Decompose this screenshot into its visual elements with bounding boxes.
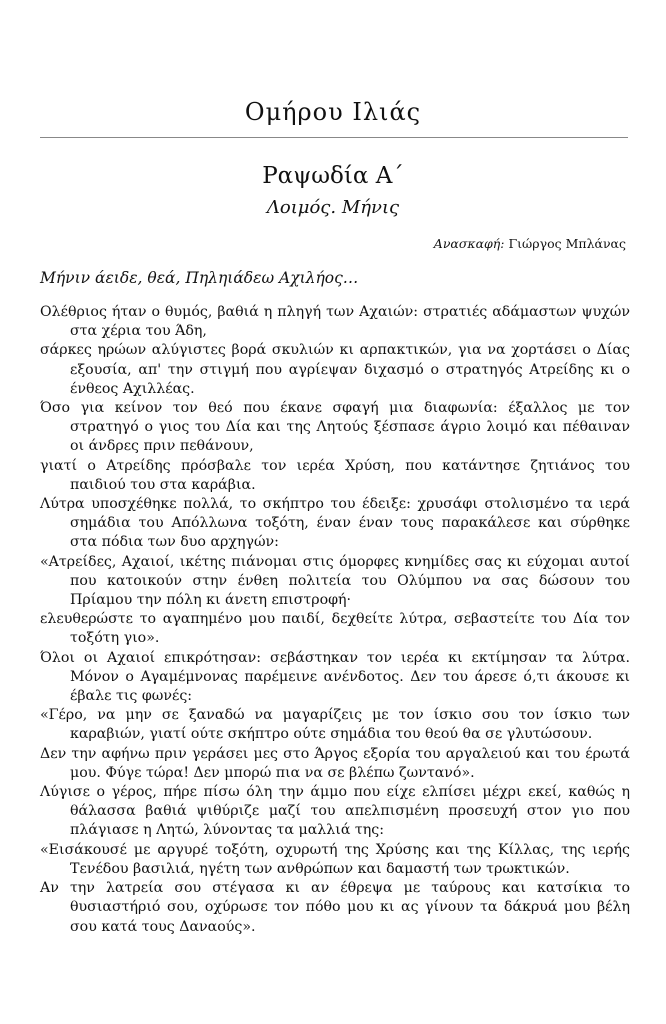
verse-paragraph: Όλοι οι Αχαιοί επικρότησαν: σεβάστηκαν τον ιερέα κι εκτίμησαν τα λύτρα. Μόνον ο Αγαμέμνονας παρέμεινε ανένδοτος. Δεν του άρεσε ό,τι άκουσε κι έβαλε τις φωνές:: [40, 649, 630, 705]
credit-label: Ανασκαφή:: [433, 236, 505, 251]
rhapsody-subtitle: Λοιμός. Μήνις: [266, 197, 400, 218]
verse-paragraph: «Γέρο, να μην σε ξαναδώ να μαγαρίζεις με τον ίσκιο σου τον ίσκιο των καραβιών, γιατί ούτε σκήπτρο ούτε σημάδια του θεού θα σε γλυτώσουν.: [40, 707, 630, 743]
header-divider: [40, 137, 628, 138]
verse-paragraph: ελευθερώστε το αγαπημένο μου παιδί, δεχθείτε λύτρα, σεβαστείτε του Δία τον τοξότη γιο».: [40, 611, 630, 647]
verse-paragraph: Δεν την αφήνω πριν γεράσει μες στο Άργος εξορία του αργαλειού και του έρωτά μου. Φύγε τώρα! Δεν μπορώ πια να σε βλέπω ζωντανό».: [40, 745, 630, 781]
rhapsody-title: Ραψωδία Α΄: [262, 163, 404, 189]
verse-paragraph: Λύγισε ο γέρος, πήρε πίσω όλη την άμμο που είχε ελπίσει μέχρι εκεί, καθώς η θάλασσα βαθιά ψιθύριζε μαζί του απελπισμένη προσευχή στον γιο που πλάγιασε η Λητώ, λύνοντας τα μαλλιά της:: [40, 784, 630, 839]
verse-paragraph: Αν την λατρεία σου στέγασα κι αν έθρεψα με ταύρους και κατσίκια το θυσιαστήριό σου, οχύρωσε τον πόθο μου κι ας γίνουν τα δάκρυά μου βέλη σου κατά τους Δαναούς».: [40, 880, 630, 935]
verse-paragraph: Όσο για κείνον τον θεό που έκανε σφαγή μια διαφωνία: έξαλλος με τον στρατηγό ο γιος του Δία και της Λητούς ξέσπασε άγριο λοιμό και πέθαιναν οι άνδρες πριν πεθάνουν,: [40, 400, 630, 455]
incipit-line: Μήνιν άειδε, θεά, Πηληιάδεω Αχιλήος…: [40, 269, 359, 287]
verse-paragraph: γιατί ο Ατρείδης πρόσβαλε τον ιερέα Χρύση, που κατάντησε ζητιάνος του παιδιού του στα καράβια.: [40, 457, 630, 493]
credit-name: Γιώργος Μπλάνας: [508, 236, 626, 251]
book-title: Ομήρου Ιλιάς: [244, 98, 422, 126]
verse-paragraph: Ολέθριος ήταν ο θυμός, βαθιά η πληγή των Αχαιών: στρατιές αδάμαστων ψυχών στα χέρια του Άδη,: [40, 304, 630, 340]
verse-paragraph: σάρκες ηρώων αλύγιστες βορά σκυλιών κι αρπακτικών, για να χορτάσει ο Δίας εξουσία, απ' την στιγμή που αγρίεψαν διχασμό ο στρατηγός Ατρείδης κι ο ένθεος Αχιλλέας.: [40, 342, 630, 397]
verse-paragraph: «Εισάκουσέ με αργυρέ τοξότη, οχυρωτή της Χρύσης και της Κίλλας, της ιερής Τενέδου βασιλιά, ηγέτη των ανθρώπων και δαμαστή των τρωκτικών.: [40, 841, 630, 877]
verse-paragraph: Λύτρα υποσχέθηκε πολλά, το σκήπτρο του έδειξε: χρυσάφι στολισμένο τα ιερά σημάδια του Απόλλωνα τοξότη, έναν έναν τους παρακάλεσε και σύρθηκε στα πόδια των δυο αρχηγών:: [40, 496, 630, 551]
verse-text: [40, 303, 630, 937]
verse-paragraph: «Ατρείδες, Αχαιοί, ικέτης πιάνομαι στις όμορφες κνημίδες σας κι εύχομαι αυτοί που κατοικούν στην ένθεη πολιτεία του Ολύμπου να σας δώσουν του Πρίαμου την πόλη κι άνετη επιστροφή·: [40, 553, 630, 609]
translator-credit: [434, 236, 626, 251]
